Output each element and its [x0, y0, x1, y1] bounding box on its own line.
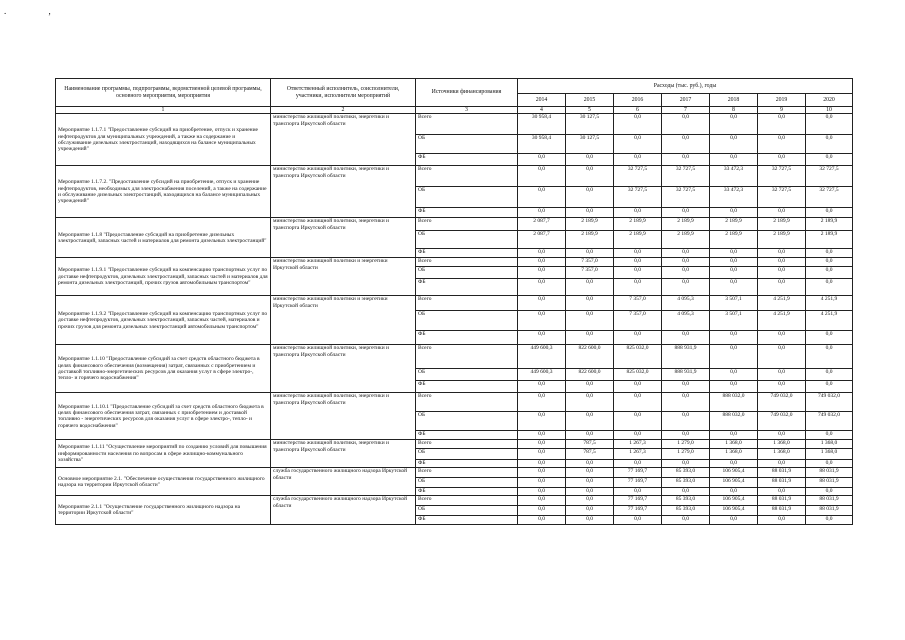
table-row	[56, 393, 853, 412]
amount-cell: 1 267,3	[614, 449, 662, 460]
funding-source: ОБ	[416, 478, 518, 488]
funding-source: Всего	[416, 296, 518, 311]
amount-cell: 0,0	[806, 345, 853, 369]
amount-cell: 2 189,9	[758, 231, 806, 249]
amount-cell: 77 169,7	[614, 468, 662, 478]
amount-cell: 32 727,5	[662, 187, 710, 208]
amount-cell: 0,0	[662, 267, 710, 279]
amount-cell: 0,0	[518, 296, 566, 311]
column-number: 2	[271, 107, 416, 114]
table-row	[56, 296, 853, 311]
amount-cell: 0,0	[662, 460, 710, 468]
amount-cell: 822 600,0	[566, 369, 614, 381]
responsible-executor: министерство жилищной политики, энергетики и транспорта Иркутской области	[271, 114, 416, 166]
amount-cell: 32 727,5	[758, 166, 806, 187]
amount-cell: 0,0	[758, 279, 806, 296]
amount-cell: 1 368,0	[710, 449, 758, 460]
amount-cell: 106 905,4	[710, 468, 758, 478]
amount-cell: 0,0	[662, 331, 710, 345]
amount-cell: 0,0	[518, 381, 566, 393]
funding-source: ОБ	[416, 311, 518, 331]
amount-cell: 2 087,7	[518, 218, 566, 231]
header-row	[56, 79, 853, 94]
funding-source: ФБ	[416, 460, 518, 468]
amount-cell: 0,0	[614, 135, 662, 154]
amount-cell: 88 031,9	[806, 506, 853, 516]
amount-cell: 0,0	[566, 208, 614, 218]
amount-cell: 32 727,5	[614, 187, 662, 208]
amount-cell: 2 189,9	[566, 231, 614, 249]
amount-cell: 888 032,0	[710, 393, 758, 412]
amount-cell: 1 368,0	[710, 440, 758, 449]
amount-cell: 0,0	[806, 369, 853, 381]
funding-source: ФБ	[416, 516, 518, 525]
amount-cell: 7 357,0	[614, 296, 662, 311]
amount-cell: 0,0	[662, 135, 710, 154]
amount-cell: 32 727,5	[806, 187, 853, 208]
header-year: 2020	[806, 94, 853, 107]
amount-cell: 0,0	[566, 460, 614, 468]
amount-cell: 0,0	[614, 258, 662, 267]
table-row	[56, 258, 853, 267]
amount-cell: 0,0	[758, 154, 806, 166]
header-year: 2019	[758, 94, 806, 107]
amount-cell: 0,0	[710, 369, 758, 381]
amount-cell: 0,0	[758, 267, 806, 279]
amount-cell: 0,0	[518, 267, 566, 279]
amount-cell: 0,0	[566, 412, 614, 431]
funding-source: ФБ	[416, 331, 518, 345]
amount-cell: 30 958,4	[518, 114, 566, 135]
amount-cell: 0,0	[710, 279, 758, 296]
amount-cell: 0,0	[566, 249, 614, 258]
amount-cell: 0,0	[806, 208, 853, 218]
amount-cell: 0,0	[518, 393, 566, 412]
amount-cell: 0,0	[518, 496, 566, 506]
amount-cell: 0,0	[566, 311, 614, 331]
amount-cell: 0,0	[662, 412, 710, 431]
amount-cell: 33 472,3	[710, 187, 758, 208]
amount-cell: 2 189,9	[614, 231, 662, 249]
amount-cell: 4 095,3	[662, 296, 710, 311]
amount-cell: 1 368,0	[806, 440, 853, 449]
amount-cell: 0,0	[758, 516, 806, 525]
amount-cell: 0,0	[614, 208, 662, 218]
amount-cell: 0,0	[710, 249, 758, 258]
amount-cell: 0,0	[710, 135, 758, 154]
amount-cell: 787,5	[566, 449, 614, 460]
table-row	[56, 345, 853, 369]
amount-cell: 2 189,9	[806, 231, 853, 249]
amount-cell: 30 127,5	[566, 135, 614, 154]
column-number: 3	[416, 107, 518, 114]
amount-cell: 32 727,5	[614, 166, 662, 187]
amount-cell: 1 279,0	[662, 440, 710, 449]
table-row	[56, 166, 853, 187]
amount-cell: 32 727,5	[662, 166, 710, 187]
amount-cell: 77 169,7	[614, 478, 662, 488]
amount-cell: 0,0	[662, 154, 710, 166]
amount-cell: 0,0	[518, 331, 566, 345]
amount-cell: 0,0	[662, 381, 710, 393]
funding-source: ОБ	[416, 231, 518, 249]
amount-cell: 0,0	[806, 516, 853, 525]
header-executor-col: Ответственный исполнитель, соисполнители, участники, исполнители мероприятий	[271, 79, 416, 107]
amount-cell: 0,0	[614, 331, 662, 345]
amount-cell: 1 368,0	[758, 440, 806, 449]
funding-table	[55, 78, 853, 525]
table-row	[56, 114, 853, 135]
amount-cell: 1 368,0	[758, 449, 806, 460]
amount-cell: 0,0	[710, 516, 758, 525]
responsible-executor: служба государственного жилищного надзора Иркутской области	[271, 468, 416, 496]
funding-source: Всего	[416, 393, 518, 412]
amount-cell: 33 472,3	[710, 166, 758, 187]
amount-cell: 88 031,9	[758, 496, 806, 506]
header-year: 2017	[662, 94, 710, 107]
amount-cell: 0,0	[806, 249, 853, 258]
funding-source: ФБ	[416, 249, 518, 258]
amount-cell: 0,0	[566, 154, 614, 166]
amount-cell: 0,0	[806, 460, 853, 468]
amount-cell: 0,0	[566, 496, 614, 506]
measure-name: Мероприятие 1.1.9.1 "Предоставление субсидий на компенсацию транспортных услуг по доставке нефтепродуктов, дизельных электростанций, запасных частей и материалов для ремонта дизельных электростанций, прочих грузов автомобильным транспортом"	[56, 258, 271, 296]
amount-cell: 0,0	[566, 468, 614, 478]
amount-cell: 7 357,0	[566, 267, 614, 279]
amount-cell: 88 031,9	[806, 468, 853, 478]
amount-cell: 0,0	[710, 431, 758, 440]
funding-source: Всего	[416, 496, 518, 506]
amount-cell: 0,0	[710, 460, 758, 468]
amount-cell: 30 127,5	[566, 114, 614, 135]
amount-cell: 0,0	[518, 154, 566, 166]
amount-cell: 825 032,0	[614, 369, 662, 381]
column-number: 7	[662, 107, 710, 114]
amount-cell: 0,0	[614, 393, 662, 412]
amount-cell: 0,0	[518, 506, 566, 516]
amount-cell: 0,0	[806, 381, 853, 393]
amount-cell: 0,0	[566, 296, 614, 311]
amount-cell: 2 189,9	[614, 218, 662, 231]
amount-cell: 1 279,0	[662, 449, 710, 460]
column-number: 5	[566, 107, 614, 114]
measure-name: Мероприятие 1.1.7.1 "Предоставление субсидий на приобретение, отпуск и хранение нефтепродуктов для муниципальных учреждений, а также на содержание и обслуживание дизельных электростанций, находящихся на балансе муниципальных учреждений"	[56, 114, 271, 166]
responsible-executor: министерство жилищной политики, энергетики и транспорта Иркутской области	[271, 393, 416, 440]
amount-cell: 88 031,9	[758, 468, 806, 478]
funding-source: Всего	[416, 440, 518, 449]
funding-source: ОБ	[416, 412, 518, 431]
amount-cell: 0,0	[614, 412, 662, 431]
amount-cell: 0,0	[758, 345, 806, 369]
table-row	[56, 440, 853, 449]
table-body	[56, 114, 853, 525]
amount-cell: 825 032,0	[614, 345, 662, 369]
funding-source: Всего	[416, 218, 518, 231]
amount-cell: 0,0	[662, 208, 710, 218]
amount-cell: 0,0	[758, 381, 806, 393]
amount-cell: 0,0	[518, 449, 566, 460]
amount-cell: 0,0	[806, 154, 853, 166]
amount-cell: 85 393,0	[662, 506, 710, 516]
amount-cell: 0,0	[710, 345, 758, 369]
amount-cell: 0,0	[758, 114, 806, 135]
amount-cell: 0,0	[710, 114, 758, 135]
amount-cell: 2 189,9	[566, 218, 614, 231]
header-source-col: Источники финансирования	[416, 79, 518, 107]
amount-cell: 0,0	[662, 393, 710, 412]
amount-cell: 0,0	[518, 440, 566, 449]
amount-cell: 0,0	[710, 488, 758, 496]
header-year: 2016	[614, 94, 662, 107]
amount-cell: 0,0	[710, 381, 758, 393]
column-number: 8	[710, 107, 758, 114]
amount-cell: 0,0	[758, 460, 806, 468]
amount-cell: 0,0	[662, 114, 710, 135]
amount-cell: 0,0	[806, 114, 853, 135]
funding-source: ОБ	[416, 187, 518, 208]
amount-cell: 0,0	[614, 460, 662, 468]
amount-cell: 0,0	[614, 279, 662, 296]
amount-cell: 106 905,4	[710, 496, 758, 506]
amount-cell: 4 095,3	[662, 311, 710, 331]
amount-cell: 0,0	[614, 488, 662, 496]
funding-source: ФБ	[416, 154, 518, 166]
amount-cell: 0,0	[518, 208, 566, 218]
column-number: 6	[614, 107, 662, 114]
amount-cell: 0,0	[614, 516, 662, 525]
amount-cell: 0,0	[806, 135, 853, 154]
amount-cell: 0,0	[518, 478, 566, 488]
amount-cell: 749 032,0	[758, 393, 806, 412]
funding-source: ОБ	[416, 506, 518, 516]
amount-cell: 0,0	[518, 311, 566, 331]
funding-source: ФБ	[416, 431, 518, 440]
responsible-executor: министерство жилищной политики, энергетики и транспорта Иркутской области	[271, 440, 416, 468]
responsible-executor: министерство жилищной политики и энергетики Иркутской области	[271, 296, 416, 345]
amount-cell: 0,0	[614, 431, 662, 440]
table-row	[56, 496, 853, 506]
amount-cell: 4 251,9	[806, 296, 853, 311]
amount-cell: 0,0	[758, 369, 806, 381]
amount-cell: 0,0	[566, 381, 614, 393]
amount-cell: 0,0	[710, 267, 758, 279]
amount-cell: 0,0	[758, 331, 806, 345]
funding-source: ОБ	[416, 369, 518, 381]
amount-cell: 77 169,7	[614, 506, 662, 516]
column-number: 4	[518, 107, 566, 114]
funding-source: Всего	[416, 166, 518, 187]
amount-cell: 0,0	[806, 267, 853, 279]
header-expenses-col: Расходы (тыс. руб.), годы	[518, 79, 853, 94]
measure-name: Основное мероприятие 2.1. "Обеспечение осуществления государственного жилищного надзора на территории Иркутской области"	[56, 468, 271, 496]
amount-cell: 0,0	[566, 279, 614, 296]
amount-cell: 888 032,0	[710, 412, 758, 431]
table-row	[56, 218, 853, 231]
measure-name: Мероприятие 1.1.7.2. "Предоставление субсидий на приобретение, отпуск и хранение нефтепродуктов, необходимых для электроснабжения поселений, а также на содержание и обслуживание дизельных электростанций, находящихся на балансе муниципальных учреждений"	[56, 166, 271, 218]
measure-name: Мероприятие 1.1.9.2 "Предоставление субсидий на компенсацию транспортных услуг по доставке нефтепродуктов, дизельных электростанций, запасных частей, материалов и прочих грузов для ремонта дизельных электростанций автомобильным транспортом"	[56, 296, 271, 345]
amount-cell: 0,0	[518, 258, 566, 267]
amount-cell: 888 931,9	[662, 345, 710, 369]
amount-cell: 0,0	[806, 488, 853, 496]
amount-cell: 0,0	[614, 381, 662, 393]
amount-cell: 0,0	[662, 249, 710, 258]
amount-cell: 749 032,0	[806, 412, 853, 431]
amount-cell: 85 393,0	[662, 468, 710, 478]
amount-cell: 0,0	[710, 154, 758, 166]
funding-source: ФБ	[416, 488, 518, 496]
measure-name: Мероприятие 2.1.1 "Осуществление государственного жилищного надзора на территории Иркутской области"	[56, 496, 271, 525]
amount-cell: 787,5	[566, 440, 614, 449]
funding-source: Всего	[416, 258, 518, 267]
column-number: 10	[806, 107, 853, 114]
amount-cell: 0,0	[758, 431, 806, 440]
amount-cell: 4 251,9	[806, 311, 853, 331]
amount-cell: 77 169,7	[614, 496, 662, 506]
funding-source: ФБ	[416, 279, 518, 296]
amount-cell: 106 905,4	[710, 478, 758, 488]
amount-cell: 0,0	[614, 154, 662, 166]
amount-cell: 85 393,0	[662, 478, 710, 488]
funding-source: ФБ	[416, 381, 518, 393]
measure-name: Мероприятие 1.1.11 "Осуществление мероприятий по созданию условий для повышения информированности населения по вопросам в сфере жилищно-коммунального хозяйства"	[56, 440, 271, 468]
amount-cell: 0,0	[614, 249, 662, 258]
column-number: 9	[758, 107, 806, 114]
amount-cell: 0,0	[518, 412, 566, 431]
amount-cell: 0,0	[566, 488, 614, 496]
amount-cell: 0,0	[758, 135, 806, 154]
amount-cell: 0,0	[518, 468, 566, 478]
table-row	[56, 468, 853, 478]
amount-cell: 4 251,9	[758, 311, 806, 331]
amount-cell: 0,0	[566, 393, 614, 412]
amount-cell: 0,0	[710, 331, 758, 345]
amount-cell: 32 727,5	[806, 166, 853, 187]
amount-cell: 0,0	[518, 431, 566, 440]
amount-cell: 0,0	[614, 267, 662, 279]
funding-source: ОБ	[416, 449, 518, 460]
funding-source: ФБ	[416, 208, 518, 218]
amount-cell: 1 368,0	[806, 449, 853, 460]
funding-source: ОБ	[416, 135, 518, 154]
amount-cell: 2 087,7	[518, 231, 566, 249]
responsible-executor: министерство жилищной политики, энергетики и транспорта Иркутской области	[271, 218, 416, 258]
funding-source: Всего	[416, 345, 518, 369]
amount-cell: 0,0	[662, 488, 710, 496]
responsible-executor: министерство жилищной политики и энергетики Иркутской области	[271, 258, 416, 296]
amount-cell: 3 507,1	[710, 311, 758, 331]
amount-cell: 0,0	[758, 249, 806, 258]
measure-name: Мероприятие 1.1.10 "Предоставление субсидий за счет средств областного бюджета в целях финансового обеспечения (возмещения) затрат, связанных с приобретением и доставкой топливно-энергетических ресурсов для оказания услуг в сфере электро-, тепло- и горячего водоснабжения"	[56, 345, 271, 393]
amount-cell: 85 393,0	[662, 496, 710, 506]
amount-cell: 0,0	[518, 166, 566, 187]
amount-cell: 106 905,4	[710, 506, 758, 516]
amount-cell: 2 189,9	[806, 218, 853, 231]
amount-cell: 0,0	[710, 258, 758, 267]
amount-cell: 2 189,9	[710, 218, 758, 231]
amount-cell: 0,0	[566, 431, 614, 440]
responsible-executor: министерство жилищной политики, энергетики и транспорта Иркутской области	[271, 345, 416, 393]
amount-cell: 32 727,5	[758, 187, 806, 208]
amount-cell: 749 032,0	[758, 412, 806, 431]
amount-cell: 749 032,0	[806, 393, 853, 412]
amount-cell: 0,0	[710, 208, 758, 218]
column-number: 1	[56, 107, 271, 114]
amount-cell: 2 189,9	[710, 231, 758, 249]
amount-cell: 88 031,9	[758, 506, 806, 516]
amount-cell: 0,0	[614, 114, 662, 135]
amount-cell: 4 251,9	[758, 296, 806, 311]
amount-cell: 0,0	[566, 506, 614, 516]
amount-cell: 0,0	[566, 187, 614, 208]
amount-cell: 0,0	[518, 187, 566, 208]
amount-cell: 0,0	[806, 331, 853, 345]
amount-cell: 0,0	[758, 488, 806, 496]
amount-cell: 7 357,0	[614, 311, 662, 331]
amount-cell: 0,0	[806, 258, 853, 267]
amount-cell: 0,0	[662, 516, 710, 525]
amount-cell: 888 931,9	[662, 369, 710, 381]
amount-cell: 0,0	[566, 478, 614, 488]
amount-cell: 449 600,3	[518, 369, 566, 381]
amount-cell: 0,0	[518, 488, 566, 496]
amount-cell: 2 189,9	[758, 218, 806, 231]
amount-cell: 88 031,9	[758, 478, 806, 488]
amount-cell: 0,0	[518, 460, 566, 468]
amount-cell: 0,0	[566, 331, 614, 345]
header-year: 2014	[518, 94, 566, 107]
responsible-executor: служба государственного жилищного надзора Иркутской области	[271, 496, 416, 525]
amount-cell: 0,0	[806, 431, 853, 440]
amount-cell: 3 507,1	[710, 296, 758, 311]
amount-cell: 1 267,3	[614, 440, 662, 449]
header-year: 2015	[566, 94, 614, 107]
amount-cell: 0,0	[662, 279, 710, 296]
responsible-executor: министерство жилищной политики, энергетики и транспорта Иркутской области	[271, 166, 416, 218]
measure-name: Мероприятие 1.1.8 "Предоставление субсидий на приобретение дизельных электростанций, запасных частей и материалов для ремонта дизельных электростанций"	[56, 218, 271, 258]
amount-cell: 2 189,9	[662, 231, 710, 249]
column-numbers-row	[56, 107, 853, 114]
amount-cell: 7 357,0	[566, 258, 614, 267]
amount-cell: 822 600,0	[566, 345, 614, 369]
amount-cell: 449 600,3	[518, 345, 566, 369]
amount-cell: 0,0	[758, 258, 806, 267]
amount-cell: 0,0	[662, 258, 710, 267]
amount-cell: 0,0	[806, 279, 853, 296]
amount-cell: 88 031,9	[806, 496, 853, 506]
amount-cell: 2 189,9	[662, 218, 710, 231]
amount-cell: 88 031,9	[806, 478, 853, 488]
measure-name: Мероприятие 1.1.10.1 "Предоставление субсидий за счет средств областного бюджета в целях финансового обеспечения затрат, связанных с приобретением и доставкой топливно - энергетических ресурсов для оказания услуг в сфере электро-, тепло- и горячего водоснабжения"	[56, 393, 271, 440]
funding-source: Всего	[416, 468, 518, 478]
funding-source: Всего	[416, 114, 518, 135]
amount-cell: 0,0	[758, 208, 806, 218]
amount-cell: 0,0	[566, 516, 614, 525]
page-marks: . ,	[4, 6, 71, 16]
amount-cell: 0,0	[518, 249, 566, 258]
amount-cell: 0,0	[662, 431, 710, 440]
amount-cell: 0,0	[566, 166, 614, 187]
header-name-col: Наименование программы, подпрограммы, ведомственной целевой программы, основного мероприятия, мероприятия	[56, 79, 271, 107]
header-year: 2018	[710, 94, 758, 107]
funding-source: ОБ	[416, 267, 518, 279]
amount-cell: 0,0	[518, 516, 566, 525]
amount-cell: 0,0	[518, 279, 566, 296]
amount-cell: 30 958,4	[518, 135, 566, 154]
